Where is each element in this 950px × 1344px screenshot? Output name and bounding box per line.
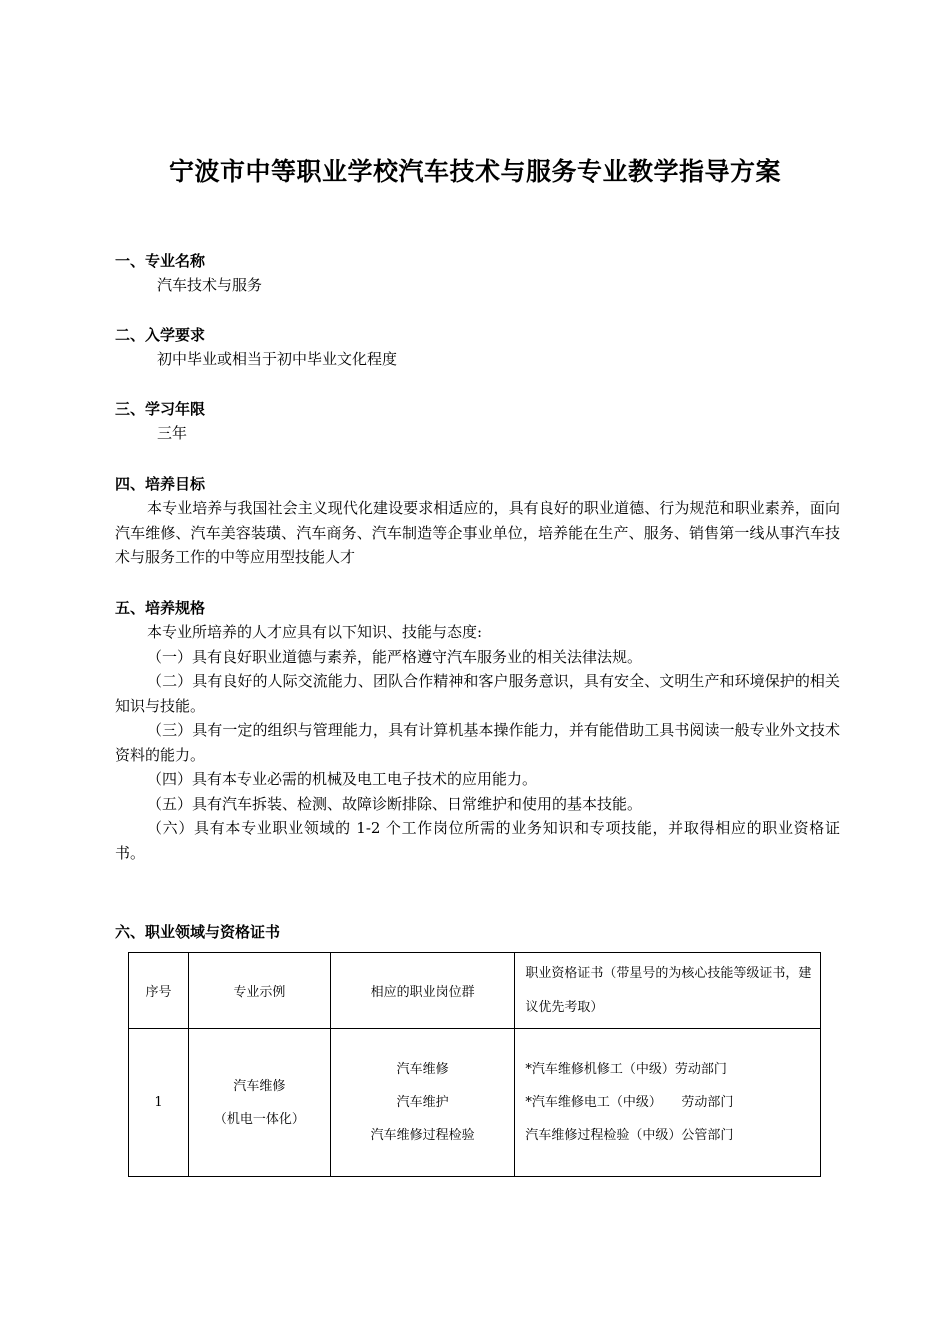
cert-item: *汽车维修电工（中级） 劳动部门	[525, 1095, 734, 1110]
spec-item: （五）具有汽车拆装、检测、故障诊断排除、日常维护和使用的基本技能。	[147, 794, 643, 813]
section-objectives	[115, 472, 840, 570]
spec-item: （一）具有良好职业道德与素养，能严格遵守汽车服务业的相关法律法规。	[147, 647, 643, 666]
spec-item: （六）具有本专业职业领域的 1-2 个工作岗位所需的业务知识和专项技能，并取得相应的职业资格证书。	[115, 819, 840, 862]
spec-item: （四）具有本专业必需的机械及电工电子技术的应用能力。	[147, 770, 538, 788]
example-main: 汽车维修	[233, 1078, 286, 1094]
section-content: 三年	[157, 424, 188, 442]
cell-no: 1	[129, 1029, 189, 1177]
section-heading: 一、专业名称	[115, 252, 206, 270]
cert-item: *汽车维修机修工（中级）劳动部门	[525, 1062, 727, 1077]
cell-certs	[515, 1029, 821, 1177]
header-positions: 相应的职业岗位群	[330, 953, 515, 1029]
cell-positions	[330, 1029, 515, 1177]
section-heading: 六、职业领域与资格证书	[115, 923, 281, 941]
table-row	[129, 1029, 821, 1177]
table-header-row	[129, 953, 821, 1029]
position-item: 汽车维修	[396, 1062, 449, 1077]
section-heading: 三、学习年限	[115, 400, 206, 418]
career-cert-table	[128, 952, 821, 1177]
section-major-name	[115, 249, 840, 298]
page-title: 宁波市中等职业学校汽车技术与服务专业教学指导方案	[168, 157, 781, 186]
header-example: 专业示例	[188, 953, 330, 1029]
cell-example	[188, 1029, 330, 1177]
spec-item: （三）具有一定的组织与管理能力，具有计算机基本操作能力，并有能借助工具书阅读一般专业外文技术资料的能力。	[115, 721, 840, 764]
header-certs: 职业资格证书（带星号的为核心技能等级证书，建议优先考取）	[515, 953, 821, 1029]
spec-item: （二）具有良好的人际交流能力、团队合作精神和客户服务意识，具有安全、文明生产和环境保护的相关知识与技能。	[115, 672, 840, 715]
section-admission	[115, 323, 840, 372]
spec-intro: 本专业所培养的人才应具有以下知识、技能与态度:	[147, 623, 483, 641]
section-content: 本专业培养与我国社会主义现代化建设要求相适应的，具有良好的职业道德、行为规范和职业素养，面向汽车维修、汽车美容装璜、汽车商务、汽车制造等企事业单位，培养能在生产、服务、销售第一线从事汽车技术与服务工作的中等应用型技能人才	[115, 499, 840, 566]
section-specifications	[115, 596, 840, 865]
section-duration	[115, 397, 840, 446]
section-heading: 二、入学要求	[115, 326, 206, 344]
header-no: 序号	[129, 953, 189, 1029]
cert-item: 汽车维修过程检验（中级）公管部门	[525, 1128, 734, 1143]
position-item: 汽车维修过程检验	[370, 1128, 475, 1143]
section-heading: 五、培养规格	[115, 599, 206, 617]
section-content: 初中毕业或相当于初中毕业文化程度	[157, 350, 398, 368]
section-content: 汽车技术与服务	[157, 276, 263, 294]
section-heading: 四、培养目标	[115, 475, 206, 493]
position-item: 汽车维护	[396, 1095, 449, 1110]
section-career-certs	[115, 920, 840, 944]
example-sub: （机电一体化）	[213, 1111, 305, 1127]
